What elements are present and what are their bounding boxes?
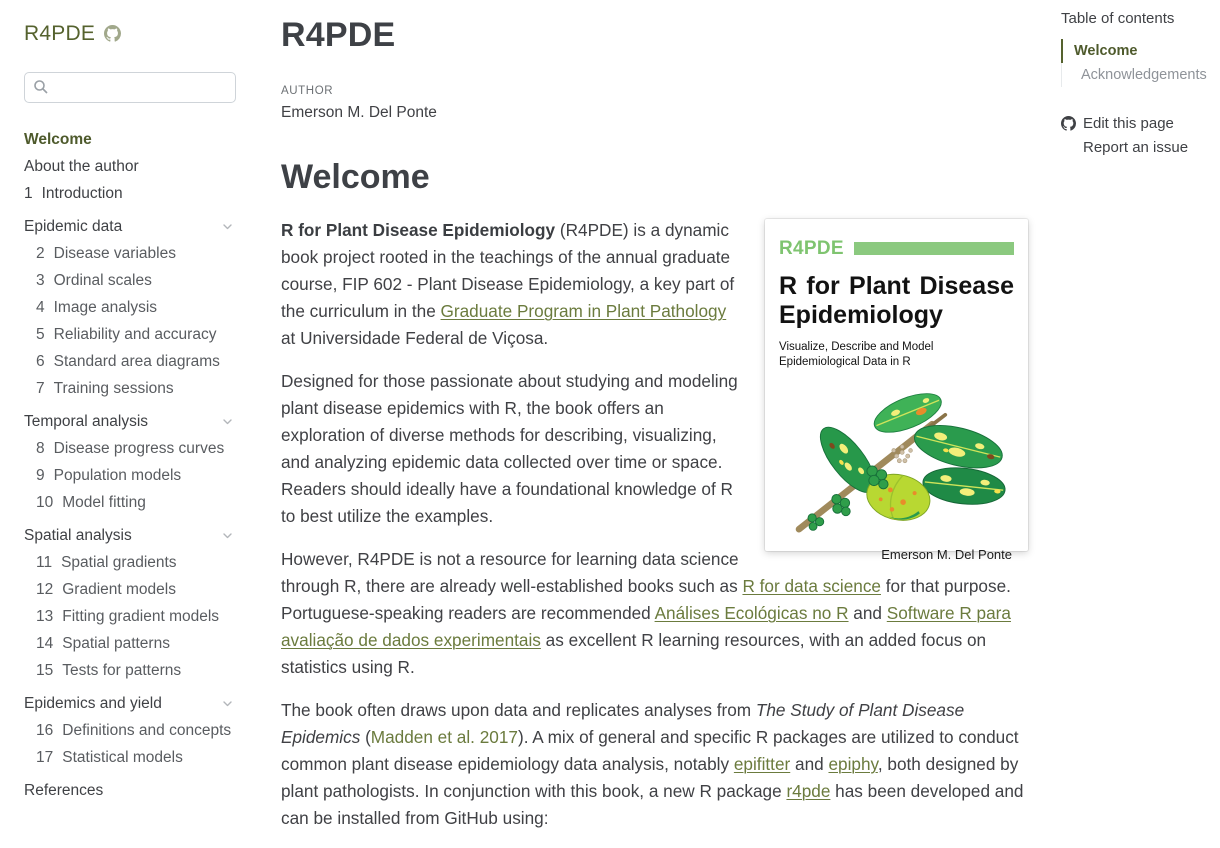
page-title: R4PDE (281, 16, 396, 54)
paragraph (281, 697, 1028, 832)
chapter-number: 6 (36, 352, 45, 370)
sidebar-item-tests-for-patterns[interactable] (24, 657, 236, 684)
sidebar-item-gradient-models[interactable] (24, 576, 236, 603)
sidebar-nav (24, 126, 236, 804)
sidebar-item-epidemics-and-yield[interactable] (24, 690, 236, 717)
chapter-number: 10 (36, 493, 54, 511)
sidebar-item-label: Gradient models (62, 580, 176, 598)
text: Designed for those passionate about studying and modeling plant disease epidemics with R, the book offers an exploration of diverse methods for describing, visualizing, and analyzing epidemic data collected over time or space. Readers should ideally have a foundational knowledge of R to best utilize the examples. (281, 371, 738, 526)
author-name: Emerson M. Del Ponte (281, 104, 437, 121)
chapter-number: 2 (36, 244, 45, 262)
sidebar-item-label: Epidemics and yield (24, 694, 162, 712)
toc-item-acknowledgements[interactable]: Acknowledgements (1061, 63, 1213, 87)
sidebar-item-label: Welcome (24, 130, 92, 148)
chapter-number: 3 (36, 271, 45, 289)
text: (R4PDE) is a dynamic book project rooted in the teachings of the annual graduate course, FIP 602 - Plant Disease Epidemiology, a key part of the curriculum in the (281, 220, 735, 321)
sidebar-item-label: Temporal analysis (24, 412, 149, 430)
citation-link[interactable]: Madden et al. 2017 (370, 727, 518, 747)
chapter-number: 14 (36, 634, 54, 652)
chapter-number: 5 (36, 325, 45, 343)
sidebar-item-label: Spatial analysis (24, 526, 132, 544)
sidebar-item-spatial-gradients[interactable] (24, 549, 236, 576)
chapter-number: 16 (36, 721, 54, 739)
book-cover-brand: R4PDE (779, 238, 844, 259)
book-cover-bar (854, 242, 1014, 255)
sidebar-item-model-fitting[interactable] (24, 489, 236, 516)
sidebar (24, 0, 236, 804)
chapter-number: 11 (36, 553, 53, 571)
github-icon (1061, 116, 1076, 131)
sidebar-item-label: References (24, 781, 104, 799)
book-cover-author: Emerson M. Del Ponte (881, 546, 1012, 562)
text: , both designed by plant pathologists. In conjunction with this book, a new R package (281, 754, 1019, 801)
sidebar-item-label: Fitting gradient models (62, 607, 220, 625)
inline-link[interactable]: Software R para avaliação de dados experimentais (281, 603, 1011, 650)
sidebar-item-label: Population models (53, 466, 182, 484)
book-cover-illustration (779, 373, 1014, 541)
text: ). A mix of general and specific R packages are utilized to conduct common plant disease epidemiology data analysis, notably (281, 727, 1019, 774)
sidebar-item-statistical-models[interactable] (24, 744, 236, 771)
inline-link[interactable]: epifitter (733, 754, 791, 774)
main-content (281, 0, 1028, 848)
sidebar-item-definitions-and-concepts[interactable] (24, 717, 236, 744)
sidebar-item-label: Definitions and concepts (62, 721, 232, 739)
inline-link[interactable]: Análises Ecológicas no R (654, 603, 849, 623)
sidebar-item-label: Standard area diagrams (53, 352, 220, 370)
italic-text: The Study of Plant Disease Epidemics (281, 700, 965, 747)
sidebar-item-ordinal-scales[interactable] (24, 267, 236, 294)
chapter-number: 12 (36, 580, 54, 598)
sidebar-header (24, 22, 236, 46)
sidebar-item-label: Introduction (41, 184, 123, 202)
search-input[interactable] (24, 72, 236, 103)
text: ( (360, 727, 371, 747)
sidebar-item-label: Disease variables (53, 244, 176, 262)
sidebar-item-label: Disease progress curves (53, 439, 225, 457)
chevron-down-icon (221, 415, 234, 428)
inline-link[interactable]: r4pde (786, 781, 831, 801)
text: as excellent R learning resources, with an added focus on statistics using R. (281, 630, 987, 677)
search-box (24, 72, 236, 103)
sidebar-item-spatial-analysis[interactable] (24, 522, 236, 549)
edit-this-page-link[interactable] (1061, 111, 1213, 135)
sidebar-item-label: Epidemic data (24, 217, 123, 235)
sidebar-item-disease-progress-curves[interactable] (24, 435, 236, 462)
book-cover-title: R for Plant Disease Epidemiology (779, 272, 1014, 330)
sidebar-item-training-sessions[interactable] (24, 375, 236, 402)
toc-title: Table of contents (1061, 10, 1175, 27)
toc-links (1061, 111, 1213, 159)
toc-link-label: Edit this page (1083, 114, 1174, 132)
report-an-issue-link[interactable] (1061, 135, 1213, 159)
text: for that purpose. Portuguese-speaking readers are recommended (281, 576, 1011, 623)
sidebar-item-disease-variables[interactable] (24, 240, 236, 267)
sidebar-item-label: Spatial patterns (62, 634, 170, 652)
sidebar-item-temporal-analysis[interactable] (24, 408, 236, 435)
chapter-number: 7 (36, 379, 45, 397)
bold-text: R for Plant Disease Epidemiology (281, 220, 556, 240)
text: at Universidade Federal de Viçosa. (281, 328, 549, 348)
chapter-number: 13 (36, 607, 54, 625)
sidebar-logo-link[interactable]: R4PDE (24, 22, 96, 45)
inline-link[interactable]: R for data science (742, 576, 881, 596)
table-of-contents (1061, 0, 1213, 159)
sidebar-item-welcome[interactable] (24, 126, 236, 153)
chapter-number: 1 (24, 184, 33, 202)
text: and (790, 754, 829, 774)
inline-link[interactable]: epiphy (828, 754, 878, 774)
sidebar-item-references[interactable] (24, 777, 236, 804)
inline-link[interactable]: Graduate Program in Plant Pathology (440, 301, 727, 321)
sidebar-item-label: Ordinal scales (53, 271, 152, 289)
section-heading-welcome: Welcome (281, 158, 430, 196)
text: However, R4PDE is not a resource for learning data science through R, there are already well-established books such as (281, 549, 743, 596)
chapter-number: 9 (36, 466, 45, 484)
prose (281, 217, 1028, 832)
chevron-down-icon (221, 220, 234, 233)
github-icon[interactable] (104, 25, 121, 42)
book-cover (765, 219, 1028, 562)
sidebar-item-standard-area-diagrams[interactable] (24, 348, 236, 375)
toc-items (1061, 39, 1213, 87)
sidebar-item-label: Tests for patterns (62, 661, 182, 679)
sidebar-item-label: Model fitting (62, 493, 146, 511)
sidebar-item-spatial-patterns[interactable] (24, 630, 236, 657)
chapter-number: 17 (36, 748, 54, 766)
chevron-down-icon (221, 697, 234, 710)
sidebar-item-image-analysis[interactable] (24, 294, 236, 321)
sidebar-item-fitting-gradient-models[interactable] (24, 603, 236, 630)
search-icon (33, 79, 49, 95)
sidebar-item-population-models[interactable] (24, 462, 236, 489)
author-label: AUTHOR (281, 85, 334, 97)
sidebar-item-label: About the author (24, 157, 139, 175)
sidebar-item-label: Reliability and accuracy (53, 325, 217, 343)
text: has been developed and can be installed from GitHub using: (281, 781, 1024, 828)
text: The book often draws upon data and replicates analyses from (281, 700, 756, 720)
sidebar-item-about-the-author[interactable] (24, 153, 236, 180)
chapter-number: 8 (36, 439, 45, 457)
sidebar-item-introduction[interactable] (24, 180, 236, 207)
sidebar-item-reliability-and-accuracy[interactable] (24, 321, 236, 348)
chapter-number: 15 (36, 661, 54, 679)
sidebar-item-label: Spatial gradients (61, 553, 177, 571)
sidebar-item-label: Statistical models (62, 748, 183, 766)
book-cover-header (779, 235, 1014, 262)
sidebar-item-label: Image analysis (53, 298, 158, 316)
toc-item-welcome[interactable]: Welcome (1061, 39, 1213, 63)
book-cover-subtitle: Visualize, Describe and Model Epidemiological Data in R (779, 340, 934, 369)
chevron-down-icon (221, 529, 234, 542)
sidebar-item-epidemic-data[interactable] (24, 213, 236, 240)
toc-link-label: Report an issue (1083, 138, 1189, 156)
chapter-number: 4 (36, 298, 45, 316)
sidebar-item-label: Training sessions (53, 379, 174, 397)
text: and (848, 603, 887, 623)
